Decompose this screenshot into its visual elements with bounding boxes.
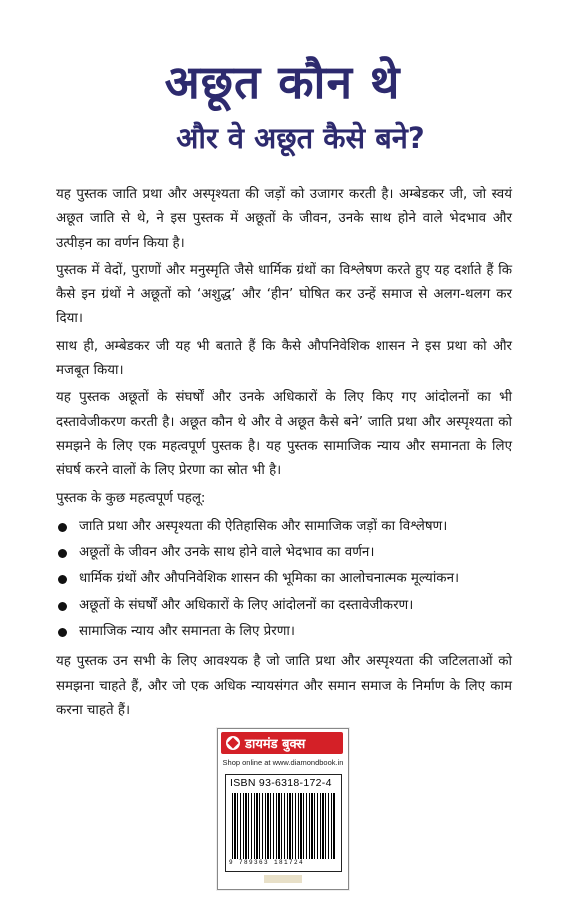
publisher-badge — [217, 728, 349, 890]
paragraph-2: पुस्तक में वेदों, पुराणों और मनुस्मृति जैसे धार्मिक ग्रंथों का विश्लेषण करते हुए यह दर्शाते हैं कि कैसे इन ग्रंथों ने अछूतों को ‘अशुद्ध’ और ‘हीन’ घोषित कर उन्हें समाज से अलग-थलग कर दिया। — [56, 262, 512, 327]
list-item-text: अछूतों के संघर्षों और अधिकारों के लिए आंदोलनों का दस्तावेजीकरण। — [79, 597, 414, 613]
highlights-heading: पुस्तक के कुछ महत्वपूर्ण पहलू: — [56, 490, 206, 506]
paragraph-1: यह पुस्तक जाति प्रथा और अस्पृश्यता की जड़ों को उजागर करती है। अम्बेडकर जी, जो स्वयं अछूत जाति से थे, ने इस पुस्तक में अछूतों के जीवन, उनके साथ होने वाले भेदभाव और उत्पीड़न का वर्णन किया है। — [56, 187, 512, 251]
bullet-icon — [58, 523, 67, 532]
list-item — [56, 541, 512, 565]
list-item-text: सामाजिक न्याय और समानता के लिए प्रेरणा। — [79, 624, 295, 640]
highlights-list — [56, 515, 512, 644]
paragraph-4: यह पुस्तक अछूतों के संघर्षों और उनके अधिकारों के लिए किए गए आंदोलनों का भी दस्तावेजीकरण करती है। अछूत कौन थे और वे अछूत कैसे बने’ जाति प्रथा और अस्पृश्यता को समझने के लिए एक महत्वपूर्ण पुस्तक है। यह पुस्तक सामाजिक न्याय और समानता के लिए संघर्ष करने वालों के लिए प्रेरणा का स्रोत भी है। — [56, 390, 512, 479]
list-item-text: धार्मिक ग्रंथों और औपनिवेशिक शासन की भूमिका का आलोचनात्मक मूल्यांकन। — [79, 571, 460, 587]
bullet-icon — [58, 628, 67, 637]
bullet-icon — [58, 602, 67, 611]
bullet-icon — [58, 575, 67, 584]
price-sticker — [264, 875, 302, 883]
closing-paragraph: यह पुस्तक उन सभी के लिए आवश्यक है जो जाति प्रथा और अस्पृश्यता की जटिलताओं को समझना चाहते हैं, और जो एक अधिक न्यायसंगत और समान समाज के निर्माण के लिए काम करना चाहते हैं। — [56, 654, 512, 718]
publisher-name: डायमंड बुक्स — [245, 737, 306, 752]
diamond-logo-icon — [226, 736, 240, 750]
barcode-panel — [225, 774, 342, 872]
isbn-number: ISBN 93-6318-172-4 — [230, 777, 332, 789]
list-item — [56, 515, 512, 539]
list-item-text: जाति प्रथा और अस्पृश्यता की ऐतिहासिक और सामाजिक जड़ों का विश्लेषण। — [79, 518, 448, 534]
barcode-digits: 9 789363 181724 — [229, 859, 305, 866]
blurb — [56, 183, 512, 726]
publisher-logo — [221, 732, 343, 754]
list-item-text: अछूतों के जीवन और उनके साथ होने वाले भेदभाव का वर्णन। — [79, 545, 375, 561]
list-item — [56, 594, 512, 618]
book-subtitle: और वे अछूत कैसे बने? — [176, 121, 425, 155]
bullet-icon — [58, 549, 67, 558]
barcode-icon — [232, 793, 335, 859]
shop-online-text: Shop online at www.diamondbook.in — [222, 758, 344, 767]
paragraph-3: साथ ही, अम्बेडकर जी यह भी बताते हैं कि कैसे औपनिवेशिक शासन ने इस प्रथा को और मजबूत किया। — [56, 338, 512, 379]
list-item — [56, 567, 512, 591]
list-item — [56, 620, 512, 644]
book-title: अछूत कौन थे — [164, 55, 401, 109]
